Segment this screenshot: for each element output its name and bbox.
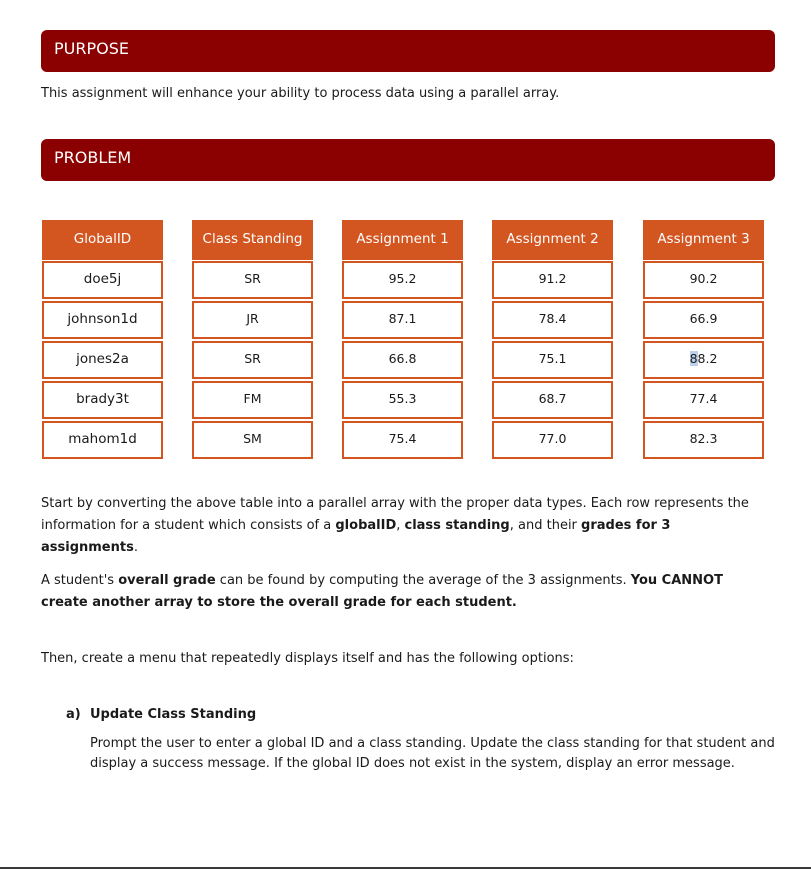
assignment2-column: [492, 220, 613, 459]
table-cell: 82.3: [643, 421, 764, 459]
table-cell: 68.7: [492, 381, 613, 419]
table-cell: 75.1: [492, 341, 613, 379]
table-cell: brady3t: [42, 381, 163, 419]
table-cell: doe5j: [42, 261, 163, 299]
instruction-paragraph-3: Then, create a menu that repeatedly displays itself and has the following options:: [41, 651, 574, 666]
assignment1-column: [342, 220, 463, 459]
class-standing-header: Class Standing: [192, 220, 313, 260]
globalid-column: [42, 220, 163, 459]
table-cell: 75.4: [342, 421, 463, 459]
purpose-banner: [41, 30, 775, 72]
assignment3-header: Assignment 3: [643, 220, 764, 260]
instruction-paragraph-1: [41, 493, 771, 559]
text-run: ,: [396, 518, 405, 533]
table-cell: JR: [192, 301, 313, 339]
table-cell: SM: [192, 421, 313, 459]
table-cell: FM: [192, 381, 313, 419]
table-cell-highlighted: [643, 341, 764, 379]
option-marker: a): [66, 707, 81, 722]
table-cell: 87.1: [342, 301, 463, 339]
text-run: .: [133, 540, 138, 555]
class-standing-column: [192, 220, 313, 459]
globalid-header: GlobalID: [42, 220, 163, 260]
problem-heading: PROBLEM: [54, 148, 132, 167]
purpose-text: This assignment will enhance your ability to process data using a parallel array.: [41, 86, 560, 101]
bold-text: globalID: [335, 518, 397, 533]
text-run: can be found by computing the average of the 3 assignments.: [215, 573, 631, 588]
problem-banner: [41, 139, 775, 181]
assignment1-header: Assignment 1: [342, 220, 463, 260]
table-cell: johnson1d: [42, 301, 163, 339]
option-a-description: Prompt the user to enter a global ID and a class standing. Update the class standing for that student and display a success message. If the global ID does not exist in the system, display an error message.: [90, 736, 775, 771]
table-cell: 78.4: [492, 301, 613, 339]
option-title-text: Update Class Standing: [90, 707, 257, 722]
cell-text-rest: 8.2: [697, 351, 718, 366]
instruction-paragraph-2: [41, 570, 771, 614]
text-run: A student's: [41, 573, 119, 588]
option-a-title: [66, 705, 256, 725]
bold-text: overall grade: [118, 573, 216, 588]
table-cell: SR: [192, 261, 313, 299]
table-cell: 90.2: [643, 261, 764, 299]
assignment2-header: Assignment 2: [492, 220, 613, 260]
table-cell: jones2a: [42, 341, 163, 379]
table-cell: 66.9: [643, 301, 764, 339]
bold-text: You CANNOT create another array to store the overall grade for each student.: [41, 573, 723, 610]
table-cell: mahom1d: [42, 421, 163, 459]
assignment3-column: [643, 220, 764, 459]
table-cell: 95.2: [342, 261, 463, 299]
text-run: , and their: [509, 518, 582, 533]
purpose-heading: PURPOSE: [54, 39, 129, 58]
bold-text: class standing: [404, 518, 510, 533]
table-cell: 91.2: [492, 261, 613, 299]
bold-text: grades for 3 assignments: [41, 518, 671, 555]
table-cell: 77.4: [643, 381, 764, 419]
table-cell: SR: [192, 341, 313, 379]
table-cell: 66.8: [342, 341, 463, 379]
text-selection-highlight: 8: [689, 351, 698, 366]
table-cell: 55.3: [342, 381, 463, 419]
table-cell: 77.0: [492, 421, 613, 459]
text-run: Start by converting the above table into a parallel array with the proper data types. Each row represents the information for a student which consists of a: [41, 496, 749, 533]
